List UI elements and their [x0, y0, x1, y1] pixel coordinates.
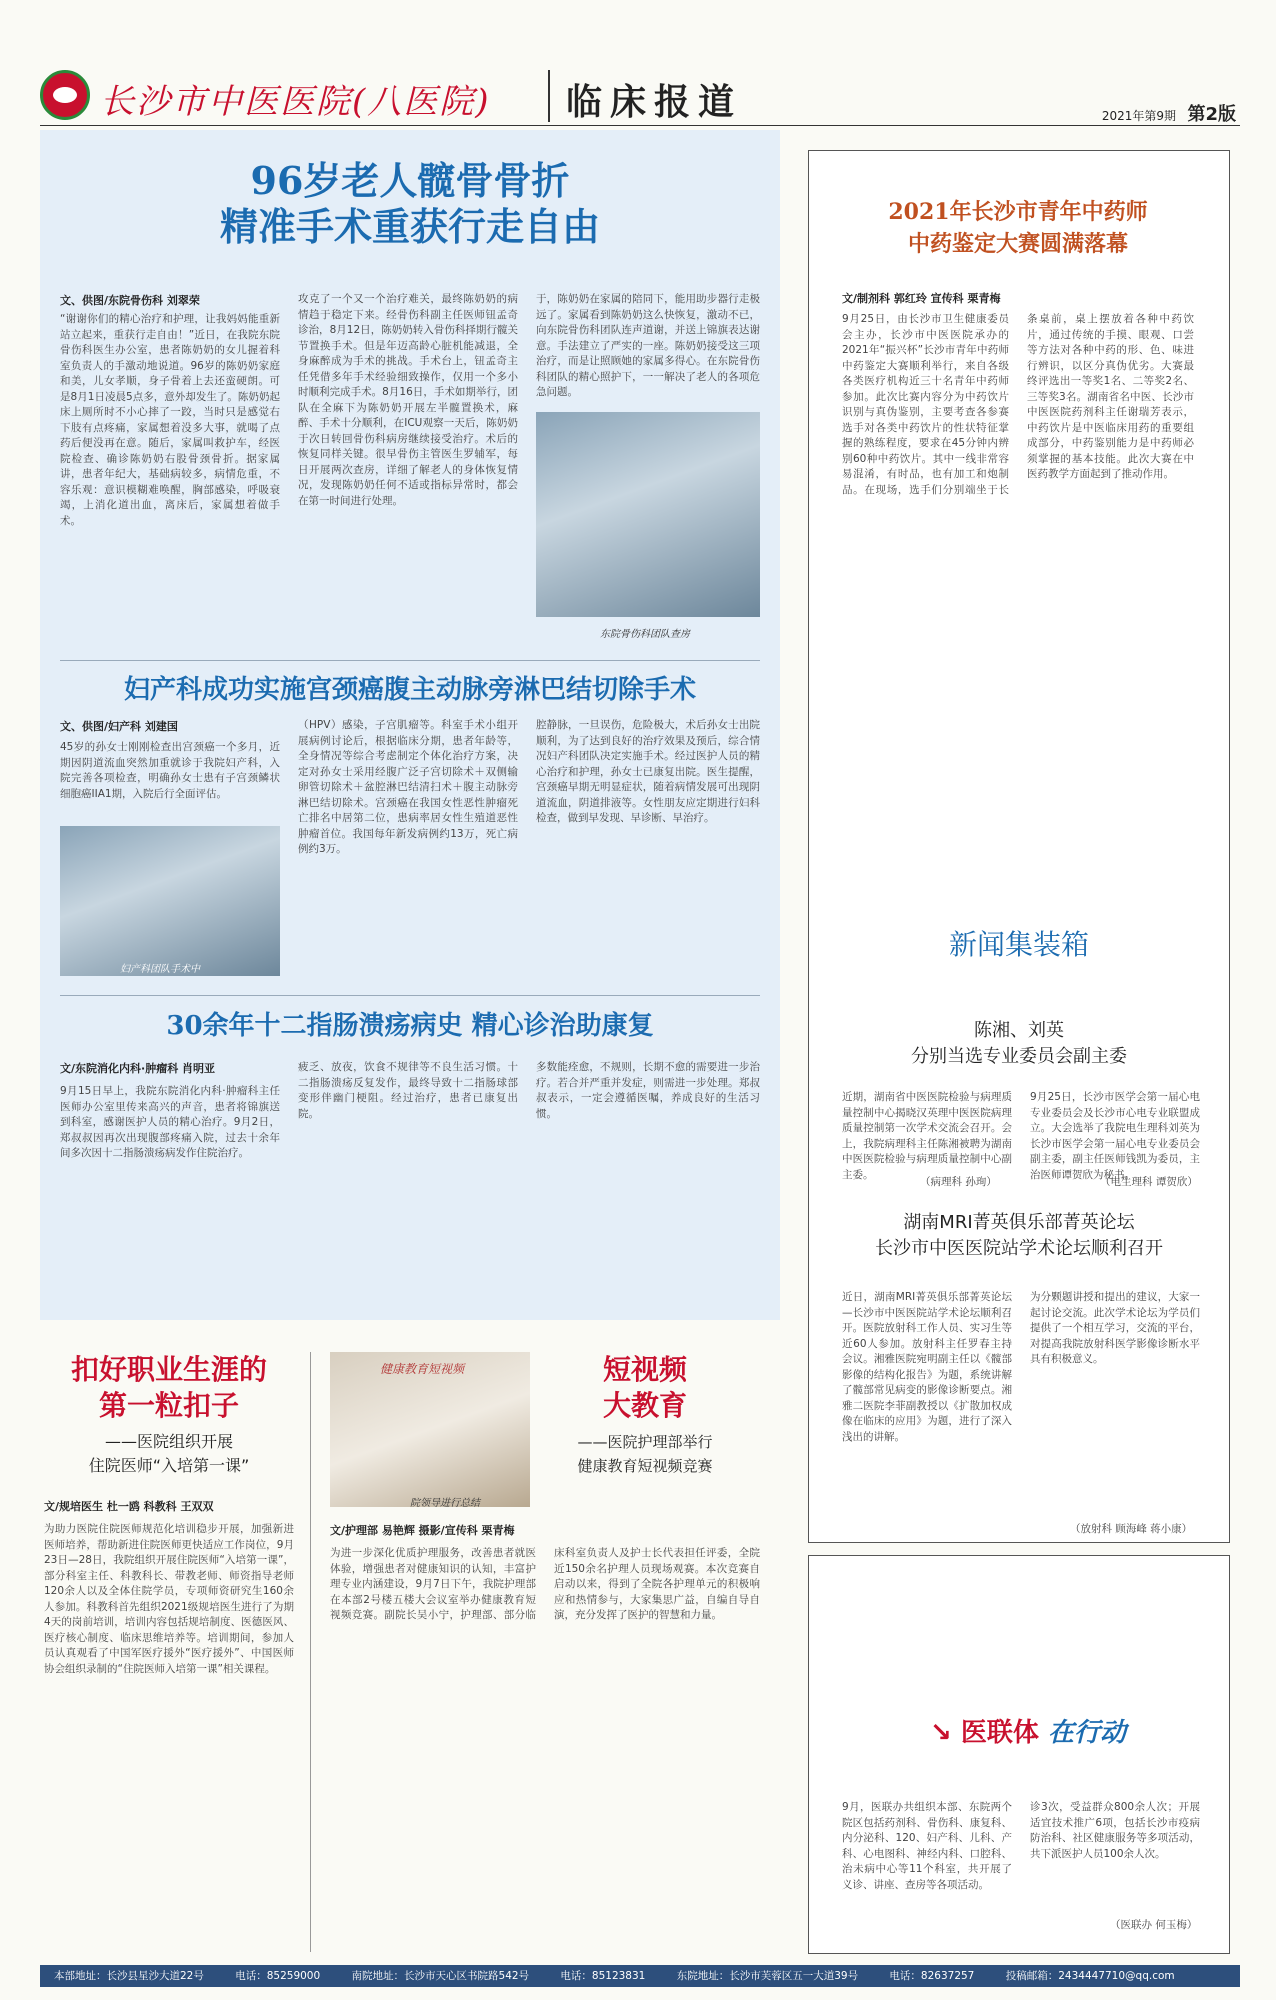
issue-number: 2021年第9期: [1101, 109, 1177, 123]
news-item2-col1: 近日，湖南MRI菁英俱乐部菁英论坛—长沙市中医医院站学术论坛顺利召开。医院放射科工作人员、实习生等近60人参加。放射科主任罗春主持会议。湘雅医院宛明副主任以《髋部影像的结构化报告》为题，系统讲解了髋部常见病变的影像诊断要点。湘雅二医院李菲副教授以《扩散加权成像在临床的应用》为题，进行了深入浅出的讲解。: [842, 1291, 1012, 1443]
footer-addr3: 东院地址：长沙市芙蓉区五一大道39号: [676, 1970, 859, 1982]
news-item1-col2: 9月25日，长沙市医学会第一届心电专业委员会及长沙市心电专业联盟成立。大会选举了我院电生理科刘英为长沙市医学会第一届心电专业委员会副主委，副主任医师钱凯为委员，主治医师谭贺欣为秘书。: [1030, 1091, 1200, 1181]
article5-body: 为进一步深化优质护理服务，改善患者就医体验，增强患者对健康知识的认知，丰富护理专业内涵建设，9月7日下午，我院护理部在本部2号楼五楼大会议室举办健康教育短视频竞赛。副院长吴小宁，护理部、部分临床科室负责人及护士长代表担任评委，全院近150余名护理人员现场观赛。本次竞赛自启动以来，得到了全院各护理单元的积极响应和热情参与，大家集思广益，自编自导自演，充分发挥了医护的智慧和力量。: [330, 1547, 760, 1621]
footer-addr2: 南院地址：长沙市天心区书院路542号: [351, 1970, 530, 1982]
article1-col1: “谢谢你们的精心治疗和护理，让我妈妈能重新站立起来，重获行走自由！”近日，在我院东院骨伤科医生办公室，患者陈奶奶的女儿握着科室负责人的手激动地说道。96岁的陈奶奶家庭和美，儿女孝顺，身子骨着上去还蛮硬朗。可是8月1日凌晨5点多，意外却发生了。陈奶奶起床上厕所时不小心摔了一跤，当时只是感觉右下肢有点疼痛，家属想着没多大事，就喝了点药后便没再在意。随后，家属叫救护车，经医院检查、确诊陈奶奶右股骨颈骨折。据家属讲，患者年纪大，基础病较多，病情危重，不容乐观：意识模糊难唤醒，胸部感染，呼吸衰竭，上消化道出血，离床后，家属想着做手术。: [60, 313, 280, 527]
article5-title-line2: 大教育: [602, 1389, 687, 1422]
news-item2-col2: 为分颗题讲授和提出的建议，大家一起讨论交流。此次学术论坛为学员们提供了一个相互学习，交流的平台，对提高我院放射科医学影像诊断水平具有积极意义。: [1030, 1291, 1200, 1365]
alliance-byline: （医联办 何玉梅）: [1110, 1919, 1198, 1931]
hospital-logo: [40, 70, 90, 120]
news-item1-byline1: （病理科 孙珣）: [920, 1176, 997, 1188]
article4-headline: [44, 1352, 294, 1424]
news-item2-title-line2: 长沙市中医医院站学术论坛顺利召开: [875, 1238, 1163, 1259]
news-item1-subtitle: 分别当选专业委员会副主委: [911, 1046, 1127, 1067]
article5-subtitle: [540, 1430, 750, 1478]
article3-byline: 文/东院消化内科·肿瘤科 肖明亚: [60, 1062, 216, 1075]
article6-body: 9月25日，由长沙市卫生健康委员会主办，长沙市中医医院承办的2021年“振兴杯”长沙市青年中药师中药鉴定大赛顺利举行，来自各级各类医疗机构近三十名青年中药师参加。此次比赛内容分为中药饮片识别与真伪鉴别，主要考查各参赛选手对各类中药饮片的性状特征掌握的熟练程度，要求在45分钟内辨别60种中药饮片。其中一线非常容易混淆，有时品，也有加工和炮制品。在现场，选手们分别端坐于长条桌前，桌上摆放着各种中药饮片，通过传统的手摸、眼观、口尝等方法对各种中药的形、色、味进行辨识，以区分真伪优劣。大赛最终评选出一等奖1名、二等奖2名、三等奖3名。湖南省名中医、长沙市中医医院药剂科主任谢瑞芳表示，中药饮片是中医临床用药的重要组成部分，中药鉴别能力是中药师必须掌握的基本技能。此次大赛在中医药教学方面起到了推动作用。: [842, 313, 1194, 496]
section-title: 临床报道: [566, 82, 743, 123]
article5-byline: 文/护理部 易艳辉 摄影/宣传科 栗青梅: [330, 1524, 515, 1537]
alliance-col1: 9月，医联办共组织本部、东院两个院区包括药剂科、骨伤科、康复科、内分泌科、120、妇产科、儿科、产科、心电图科、神经内科、口腔科、治未病中心等11个科室，共开展了义诊、讲座、查房等各项活动。: [842, 1801, 1012, 1891]
article1-headline: [60, 158, 760, 250]
header-divider: [548, 70, 550, 122]
article3-col3: 多数能痊愈，不规则，长期不愈的需要进一步治疗。若合并严重并发症，则需进一步处理。郑叔叔表示，一定会遵循医嘱，养成良好的生活习惯。: [536, 1061, 760, 1120]
footer-email: 投稿邮箱：2434447710@qq.com: [1005, 1970, 1175, 1982]
article3-headline: 30余年十二指肠溃疡病史 精心诊治助康复: [166, 1011, 654, 1041]
footer-addr1: 本部地址：长沙县星沙大道22号: [54, 1970, 204, 1982]
article2-col1: 45岁的孙女士刚刚检查出宫颈癌一个多月，近期因阴道流血突然加重就诊于我院妇产科，入院完善各项检查，明确孙女士患有子宫颈鳞状细胞癌IIA1期，入院后行全面评估。: [60, 741, 280, 800]
article4-body: 为助力医院住院医师规范化培训稳步开展，加强新进医师培养，帮助新进住院医师更快适应工作岗位，9月23日—28日，我院组织开展住院医师“入培第一课”，部分科室主任、科教科长、带教老师、师资指导老师120余人以及全体住院学员，专项师资研究生160余人参加。科教科首先组织2021级规培医生进行了为期4天的岗前培训，培训内容包括规培制度、医德医风、医疗核心制度、临床思维培养等。培训期间，参加人员认真观看了中国军医疗援外“医疗援外”、中国医师协会组织录制的“住院医师入培第一课”相关课程。: [44, 1523, 294, 1675]
article5-headline: [560, 1352, 730, 1424]
news-item1-title: 陈湘、刘英: [974, 1020, 1064, 1041]
article2-headline: 妇产科成功实施宫颈癌腹主动脉旁淋巴结切除手术: [123, 675, 696, 705]
alliance-title-part2: 在行动: [1047, 1718, 1126, 1748]
article6-title-line2: 中药鉴定大赛圆满落幕: [907, 231, 1128, 257]
article2-byline: 文、供图/妇产科 刘建国: [60, 720, 178, 733]
divider: [60, 660, 760, 661]
article5-title-line1: 短视频: [602, 1353, 687, 1386]
article5-subtitle-line2: 健康教育短视频竞赛: [577, 1457, 713, 1475]
article4-byline: 文/规培医生 杜一鸥 科教科 王双双: [44, 1500, 214, 1513]
article1-photo-caption: 东院骨伤科团队查房: [600, 629, 690, 640]
news-item1-headline: [808, 1018, 1230, 1070]
news-item2-byline: （放射科 顾海峰 蒋小康）: [1070, 1523, 1193, 1535]
news-item2-title-line1: 湖南MRI菁英俱乐部菁英论坛: [903, 1212, 1135, 1233]
article4-subtitle-line1: ——医院组织开展: [104, 1432, 233, 1451]
footer-tel1: 电话：85259000: [235, 1970, 321, 1982]
article4-subtitle-line2: 住院医师“入培第一课”: [88, 1456, 250, 1475]
article1-col3: 于，陈奶奶在家属的陪同下，能用助步器行走极远了。家属看到陈奶奶这么快恢复，激动不已，向东院骨伤科团队连声道谢，并送上锦旗表达谢意。手法建立了严实的一座。陈奶奶接受这三项治疗，而是让照顾她的家属多得心。在东院骨伤科团队的精心照护下，一一解决了老人的各项危急问题。: [536, 293, 760, 398]
news-item1-byline2: （电生理科 谭贺欣）: [1100, 1176, 1198, 1188]
article1-title-line2: 精准手术重获行走自由: [219, 204, 600, 249]
article4-title-line2: 第一粒扣子: [98, 1389, 239, 1422]
divider: [60, 995, 760, 996]
hospital-name: 长沙市中医医院(八医院): [100, 82, 491, 122]
article3-col2: 疲乏、放夜，饮食不规律等不良生活习惯。十二指肠溃疡反复发作，最终导致十二指肠球部变形伴幽门梗阻。经过治疗，患者已康复出院。: [298, 1061, 518, 1120]
column-divider: [310, 1352, 311, 1952]
article4-subtitle: [44, 1430, 294, 1478]
article5-photo-banner: 健康教育短视频: [380, 1362, 465, 1376]
article6-byline: 文/制剂科 郭红玲 宣传科 栗青梅: [842, 292, 1001, 305]
alliance-title: [930, 1712, 1126, 1749]
header-rule: [40, 125, 1240, 126]
article5-subtitle-line1: ——医院护理部举行: [577, 1433, 713, 1451]
news-box-title: 新闻集装箱: [948, 928, 1089, 961]
article6-headline: [842, 196, 1194, 260]
article5-photo-caption: 院领导进行总结: [410, 1498, 480, 1509]
article4-title-line1: 扣好职业生涯的: [70, 1353, 267, 1386]
alliance-col2: 诊3次，受益群众800余人次；开展适宜技术推广6项，包括长沙市疫病防治科、社区健康服务等多项活动，共下派医护人员100余人次。: [1030, 1801, 1200, 1860]
alliance-arrow-icon: ↘: [930, 1718, 952, 1748]
article6-title-line1: 2021年长沙市青年中药师: [888, 199, 1148, 225]
alliance-title-part1: 医联体: [960, 1718, 1039, 1748]
footer-tel2: 电话：85123831: [560, 1970, 646, 1982]
article1-col2: 攻克了一个又一个治疗难关，最终陈奶奶的病情趋于稳定下来。经骨伤科副主任医师钮孟奇诊治，8月12日，陈奶奶转入骨伤科择期行髋关节置换手术。但是年迈高龄心脏机能减退，全身麻醉成为手术的挑战。手术台上，钮孟奇主任凭借多年手术经验细致操作，仅用一个多小时顺利完成手术。8月16日，手术如期举行，团队在全麻下为陈奶奶开展左半髋置换术，麻醉、手术十分顺利，在ICU观察一天后，陈奶奶于次日转回骨伤科病房继续接受治疗。术后的恢复同样关键。很早骨伤主管医生罗辅军，每日开展两次查房，详细了解老人的身体恢复情况，发现陈奶奶任何不适或指标异常时，都会在第一时间进行处理。: [298, 293, 518, 507]
article1-byline: 文、供图/东院骨伤科 刘翠荣: [60, 294, 200, 307]
article3-col1: 9月15日早上，我院东院消化内科·肿瘤科主任医师办公室里传来高兴的声音，患者将锦旗送到科室，感谢医护人员的精心治疗。9月2日，郑叔叔因再次出现腹部疼痛入院，过去十余年间多次因十二指肠溃疡病发作住院治疗。: [60, 1085, 280, 1159]
footer-bar: [40, 1965, 1240, 1987]
issue-info: [1102, 100, 1236, 126]
article2-col2: （HPV）感染，子宫肌瘤等。科室手术小组开展病例讨论后，根据临床分期，患者年龄等，全身情况等综合考虑制定个体化治疗方案，决定对孙女士采用经腹广泛子宫切除术＋双侧输卵管切除术＋盆腔淋巴结清扫术＋腹主动脉旁淋巴结切除术。宫颈癌在我国女性恶性肿瘤死亡排名中居第二位，患病率居女性生殖道恶性肿瘤首位。我国每年新发病例约13万，死亡病例约3万。: [298, 719, 518, 855]
article1-title-line1: 96岁老人髋骨骨折: [250, 158, 570, 203]
article2-col3: 腔静脉，一旦误伤，危险极大，术后孙女士出院顺利，为了达到良好的治疗效果及预后，综合情况妇产科团队决定实施手术。经过医护人员的精心治疗和护理，孙女士已康复出院。医生提醒，宫颈癌早期无明显症状，随着病情发展可出现阴道流血，阴道排液等。女性朋友应定期进行妇科检查，做到早发现、早诊断、早治疗。: [536, 719, 760, 824]
page-number: 第2版: [1187, 104, 1236, 125]
news-item1-col1: 近期，湖南省中医医院检验与病理质量控制中心揭晓汉英理中医医院病理质量控制第一次学术交流会召开。会上，我院病理科主任陈湘被聘为湖南中医医院检验与病理质量控制中心副主委。: [842, 1091, 1012, 1181]
article2-photo-caption: 妇产科团队手术中: [120, 964, 200, 975]
article2-photo: [60, 826, 280, 976]
news-item2-headline: [808, 1210, 1230, 1262]
article1-photo: [536, 412, 760, 617]
footer-tel3: 电话：82637257: [889, 1970, 975, 1982]
